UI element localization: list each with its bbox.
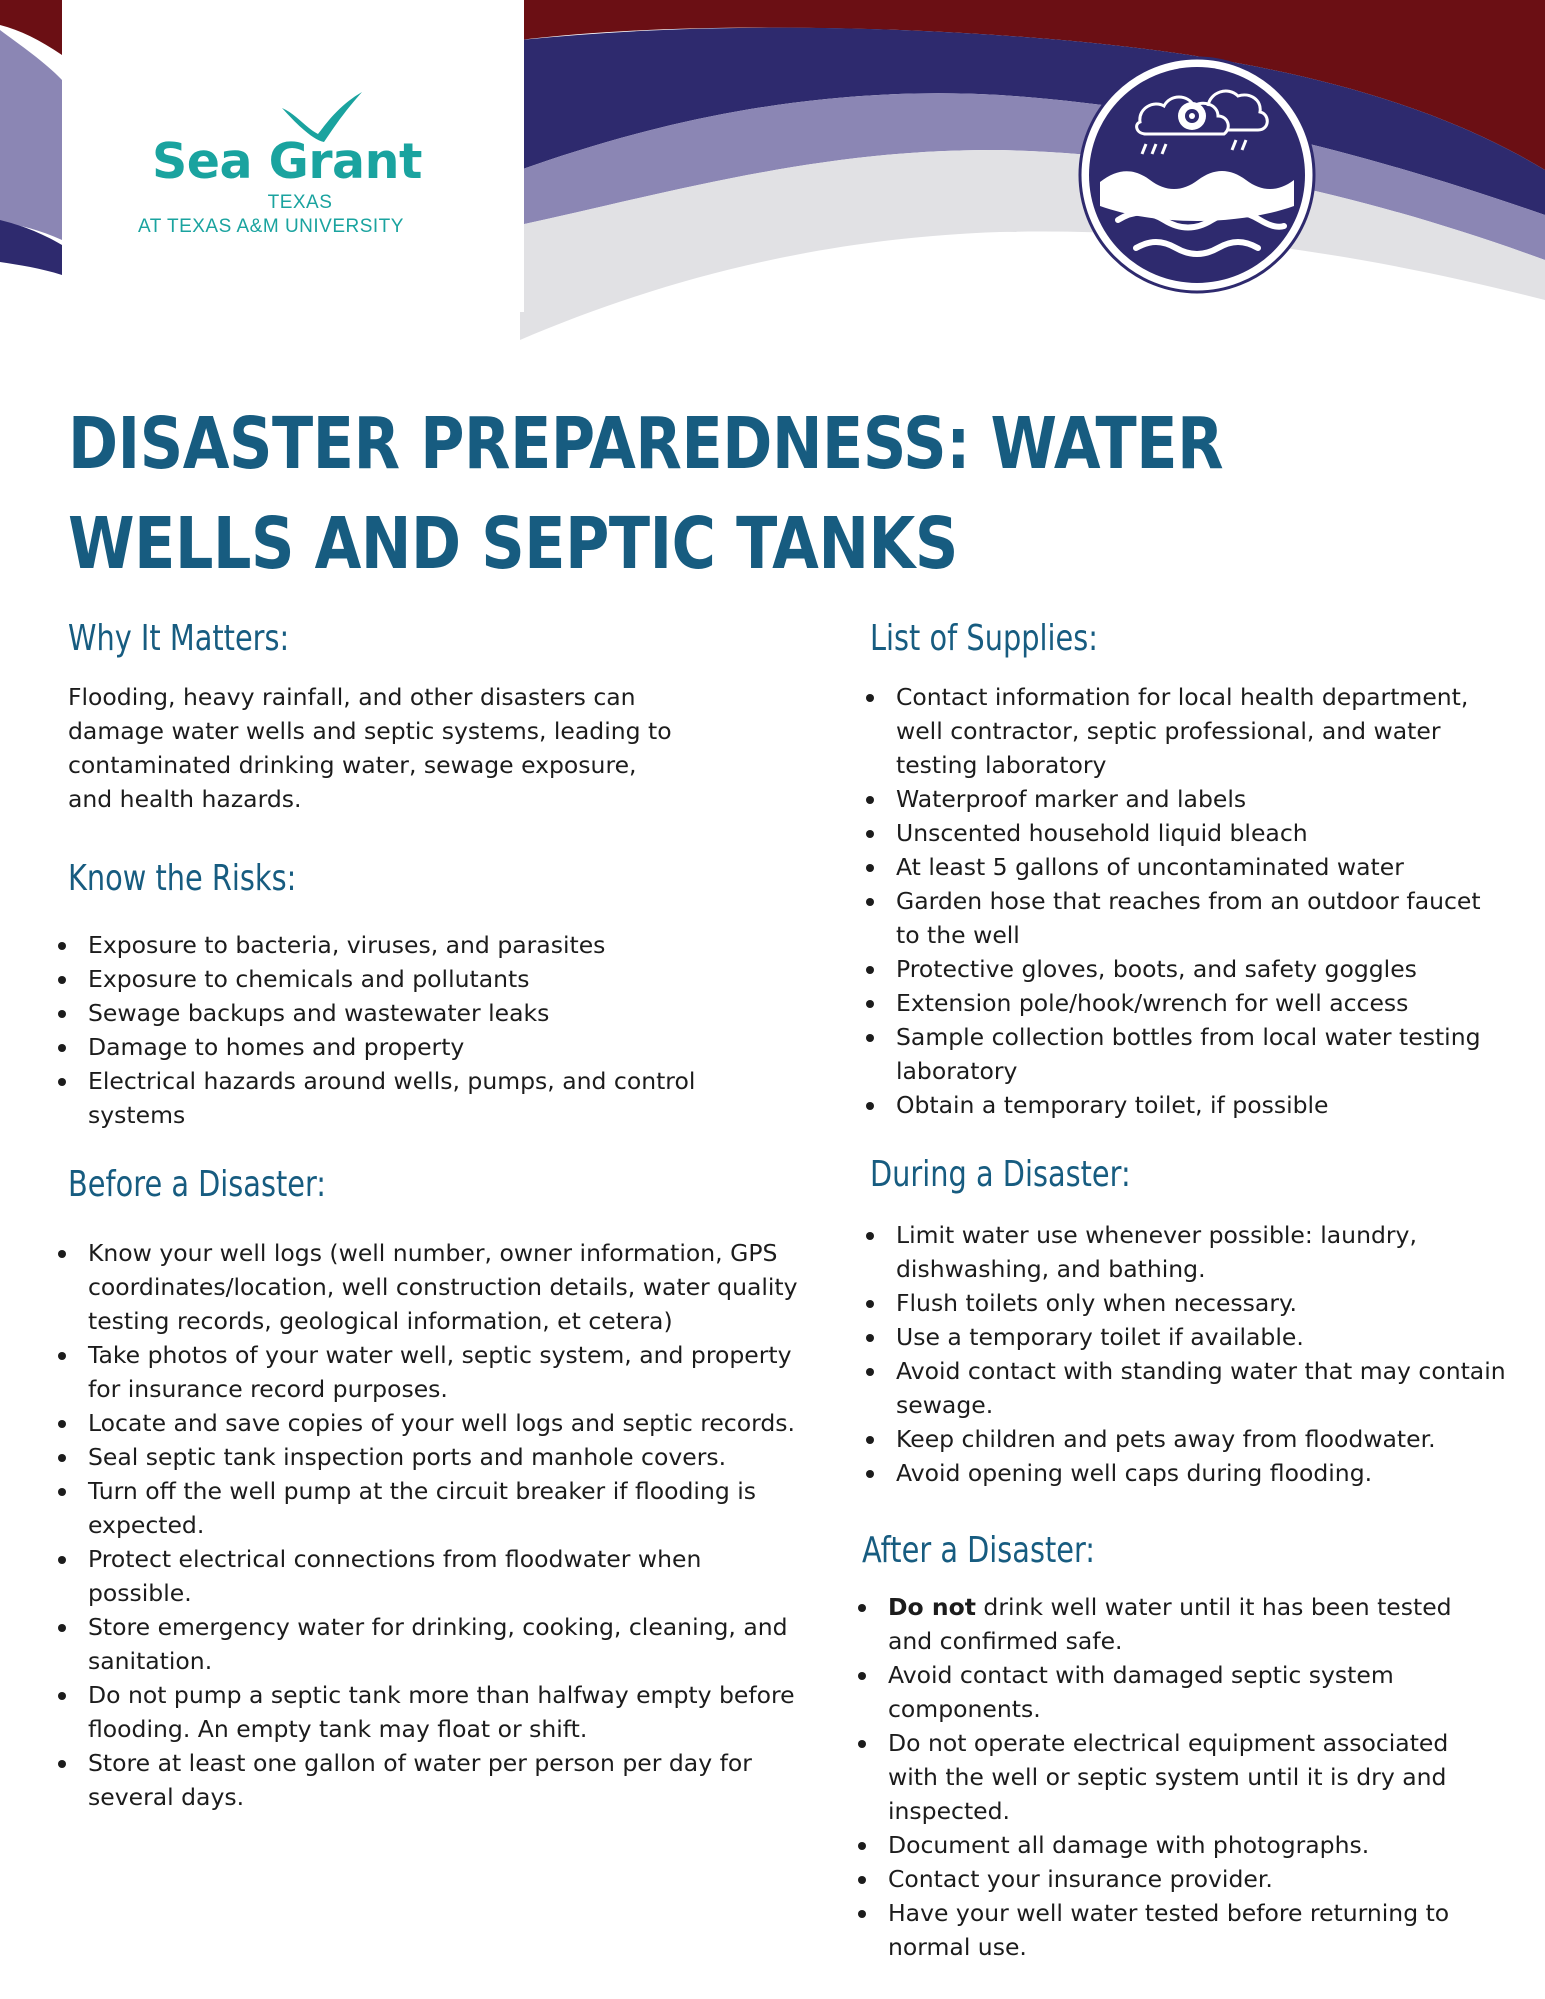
bullet-icon	[58, 1624, 66, 1632]
list-item: Turn off the well pump at the circuit breaker if flooding is expected.	[58, 1474, 798, 1542]
heading-why-it-matters: Why It Matters:	[68, 618, 290, 659]
bullet-icon	[866, 1102, 874, 1110]
bullet-icon	[58, 1488, 66, 1496]
storm-flood-icon	[1078, 56, 1316, 294]
list-item: Unscented household liquid bleach	[866, 816, 1506, 850]
logo-state: TEXAS	[267, 192, 333, 213]
bullet-icon	[858, 1740, 866, 1748]
supplies-list	[866, 680, 1506, 1122]
bullet-icon	[866, 966, 874, 974]
list-item: Waterproof marker and labels	[866, 782, 1506, 816]
bullet-icon	[858, 1910, 866, 1918]
page-title: DISASTER PREPAREDNESS: WATER WELLS AND SEPTIC TANKS	[68, 402, 1224, 585]
list-item: Contact your insurance provider.	[858, 1862, 1498, 1896]
bullet-icon	[58, 1250, 66, 1258]
bullet-icon	[58, 1352, 66, 1360]
logo-university: AT TEXAS A&M UNIVERSITY	[138, 216, 404, 237]
bullet-icon	[866, 1470, 874, 1478]
bullet-icon	[858, 1672, 866, 1680]
heading-before-a-disaster: Before a Disaster:	[68, 1164, 327, 1205]
list-item: Extension pole/hook/wrench for well access	[866, 986, 1506, 1020]
list-item: Store emergency water for drinking, cooking, cleaning, and sanitation.	[58, 1610, 798, 1678]
list-item: Contact information for local health department, well contractor, septic professional, and water testing laboratory	[866, 680, 1506, 782]
bullet-icon	[866, 864, 874, 872]
bullet-icon	[58, 1044, 66, 1052]
bullet-icon	[858, 1842, 866, 1850]
heading-after-a-disaster: After a Disaster:	[862, 1530, 1096, 1571]
list-item: Do not pump a septic tank more than halfway empty before flooding. An empty tank may float or shift.	[58, 1678, 798, 1746]
bullet-icon	[858, 1604, 866, 1612]
bullet-icon	[866, 1000, 874, 1008]
heading-list-of-supplies: List of Supplies:	[870, 618, 1098, 659]
list-item: Do not drink well water until it has been tested and confirmed safe.	[858, 1590, 1498, 1658]
risks-list	[58, 928, 748, 1132]
list-item: Electrical hazards around wells, pumps, and control systems	[58, 1064, 748, 1132]
bullet-icon	[866, 1034, 874, 1042]
logo-wordmark: Sea Grant	[152, 133, 422, 190]
bullet-icon	[866, 1300, 874, 1308]
list-item: Protective gloves, boots, and safety goggles	[866, 952, 1506, 986]
list-item: Do not operate electrical equipment associated with the well or septic system until it is dry and inspected.	[858, 1726, 1498, 1828]
list-item: Document all damage with photographs.	[858, 1828, 1498, 1862]
bullet-icon	[866, 1368, 874, 1376]
list-item: Locate and save copies of your well logs and septic records.	[58, 1406, 798, 1440]
bullet-icon	[58, 1010, 66, 1018]
list-item: Sewage backups and wastewater leaks	[58, 996, 748, 1030]
list-item: Limit water use whenever possible: laundry, dishwashing, and bathing.	[866, 1218, 1506, 1286]
bullet-icon	[58, 1420, 66, 1428]
list-item: At least 5 gallons of uncontaminated water	[866, 850, 1506, 884]
bullet-icon	[58, 1692, 66, 1700]
bullet-icon	[866, 1334, 874, 1342]
bullet-icon	[866, 1232, 874, 1240]
during-disaster-list	[866, 1218, 1506, 1490]
emphasis-do-not: Do not	[888, 1593, 976, 1621]
list-item: Obtain a temporary toilet, if possible	[866, 1088, 1506, 1122]
bullet-icon	[858, 1876, 866, 1884]
why-it-matters-text: Flooding, heavy rainfall, and other disasters can damage water wells and septic systems, leading to contaminated drinking water, sewage exposure, and health hazards.	[68, 683, 672, 813]
list-item: Use a temporary toilet if available.	[866, 1320, 1506, 1354]
list-item: Avoid contact with damaged septic system components.	[858, 1658, 1498, 1726]
bullet-icon	[58, 942, 66, 950]
list-item: Avoid contact with standing water that may contain sewage.	[866, 1354, 1506, 1422]
bullet-icon	[866, 898, 874, 906]
bullet-icon	[58, 1760, 66, 1768]
after-disaster-list	[858, 1590, 1498, 1964]
bullet-icon	[866, 796, 874, 804]
bullet-icon	[58, 1078, 66, 1086]
list-item: Exposure to chemicals and pollutants	[58, 962, 748, 996]
list-item: Exposure to bacteria, viruses, and parasites	[58, 928, 748, 962]
bullet-icon	[58, 1454, 66, 1462]
list-item: Flush toilets only when necessary.	[866, 1286, 1506, 1320]
before-disaster-list	[58, 1236, 798, 1814]
bullet-icon	[866, 830, 874, 838]
list-item: Protect electrical connections from floodwater when possible.	[58, 1542, 798, 1610]
list-item: Know your well logs (well number, owner information, GPS coordinates/location, well construction details, water quality testing records, geological information, et cetera)	[58, 1236, 798, 1338]
heading-know-the-risks: Know the Risks:	[68, 858, 297, 899]
list-item: Keep children and pets away from floodwater.	[866, 1422, 1506, 1456]
bullet-icon	[58, 1556, 66, 1564]
list-item: Avoid opening well caps during flooding.	[866, 1456, 1506, 1490]
list-item: Sample collection bottles from local water testing laboratory	[866, 1020, 1506, 1088]
list-item: Seal septic tank inspection ports and manhole covers.	[58, 1440, 798, 1474]
list-item: Garden hose that reaches from an outdoor faucet to the well	[866, 884, 1506, 952]
bullet-icon	[58, 976, 66, 984]
list-item: Take photos of your water well, septic system, and property for insurance record purposes.	[58, 1338, 798, 1406]
bullet-icon	[866, 1436, 874, 1444]
list-item: Have your well water tested before returning to normal use.	[858, 1896, 1498, 1964]
heading-during-a-disaster: During a Disaster:	[870, 1154, 1131, 1195]
bullet-icon	[866, 694, 874, 702]
list-item: Damage to homes and property	[58, 1030, 748, 1064]
list-item: Store at least one gallon of water per person per day for several days.	[58, 1746, 798, 1814]
